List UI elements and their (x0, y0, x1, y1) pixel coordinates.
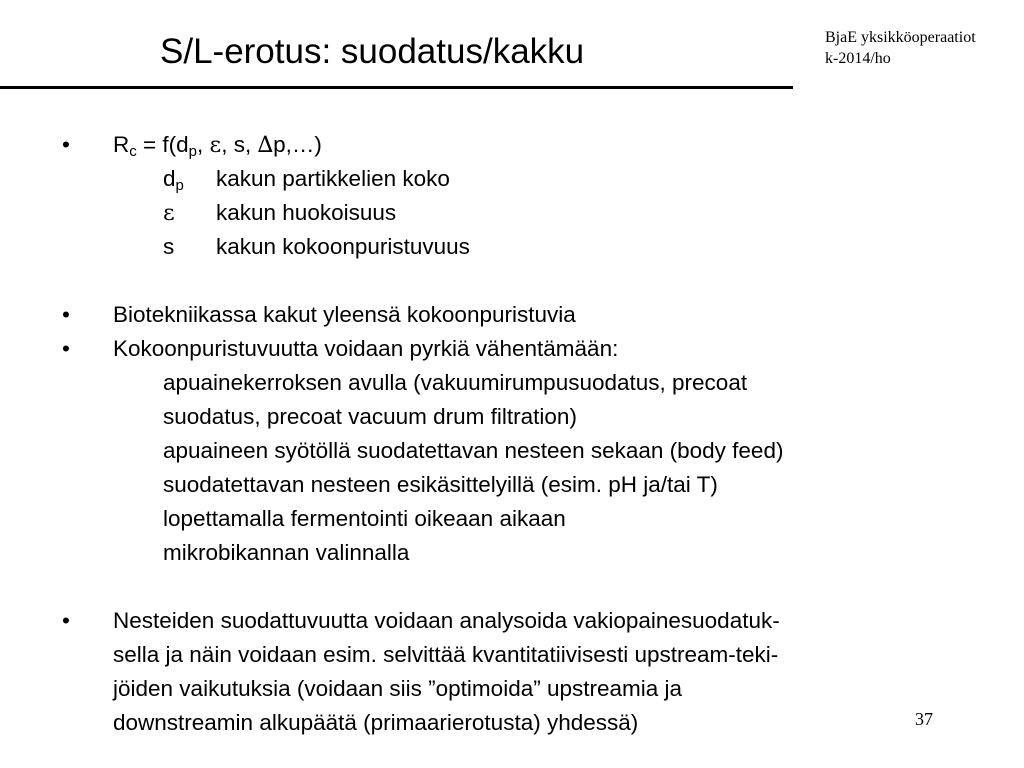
formula-r-subscript: c (129, 143, 137, 160)
definition-text: kakun partikkelien koko (216, 166, 450, 191)
bullet-text: Biotekniikassa kakut yleensä kokoonpuristuvia (113, 302, 576, 327)
formula-r: R (113, 132, 130, 157)
symbol-d: d (163, 166, 176, 191)
sub-item-line: suodatus, precoat vacuum drum filtration) (163, 404, 577, 429)
sub-item-line: apuainekerroksen avulla (vakuumirumpusuodatus, precoat (163, 370, 748, 395)
bullet-text-line: sella ja näin voidaan esim. selvittää kvantitatiivisesti upstream-teki- (113, 642, 779, 667)
definition-symbol: ε (163, 200, 175, 226)
formula-part: = f(d (136, 132, 189, 157)
formula-part: p,…) (273, 132, 322, 157)
definition-symbol (163, 162, 184, 196)
formula-d-subscript: p (188, 143, 197, 160)
bullet-text: Kokoonpuristuvuutta voidaan pyrkiä vähentämään: (113, 336, 619, 361)
bullet-marker: • (62, 336, 70, 361)
definition-text: kakun kokoonpuristuvuus (216, 234, 470, 259)
sub-item-line: mikrobikannan valinnalla (163, 540, 410, 565)
definition-symbol: s (163, 234, 175, 259)
bullet-marker: • (62, 132, 70, 157)
symbol-d-subscript: p (175, 177, 184, 194)
sub-item-line: apuaineen syötöllä suodatettavan nesteen sekaan (body feed) (163, 438, 784, 463)
bullet-text-line: Nesteiden suodattuvuutta voidaan analysoida vakiopainesuodatuk- (113, 608, 780, 633)
bullet-marker: • (62, 302, 70, 327)
page-number: 37 (915, 709, 933, 729)
definition-text: kakun huokoisuus (216, 200, 397, 225)
slide-title: S/L-erotus: suodatus/kakku (160, 32, 585, 71)
bullet-marker: • (62, 608, 70, 633)
bullet-text-line: jöiden vaikutuksia (voidaan siis ”optimoida” upstreamia ja (113, 676, 683, 701)
bullet-cake-resistance-formula (113, 128, 322, 162)
formula-delta: ∆ (257, 132, 274, 158)
bullet-text-line: downstreamin alkupäätä (primaarierotusta) yhdessä) (113, 710, 639, 735)
formula-epsilon: ε (209, 132, 222, 158)
header-note-line: k-2014/ho (825, 50, 891, 67)
header-note-line: BjaE yksikköoperaatiot (825, 29, 976, 46)
formula-part: , (197, 132, 210, 157)
formula-part: , s, (221, 132, 258, 157)
sub-item-line: suodatettavan nesteen esikäsittelyillä (esim. pH ja/tai T) (163, 472, 718, 497)
sub-item-line: lopettamalla fermentointi oikeaan aikaan (163, 506, 566, 531)
